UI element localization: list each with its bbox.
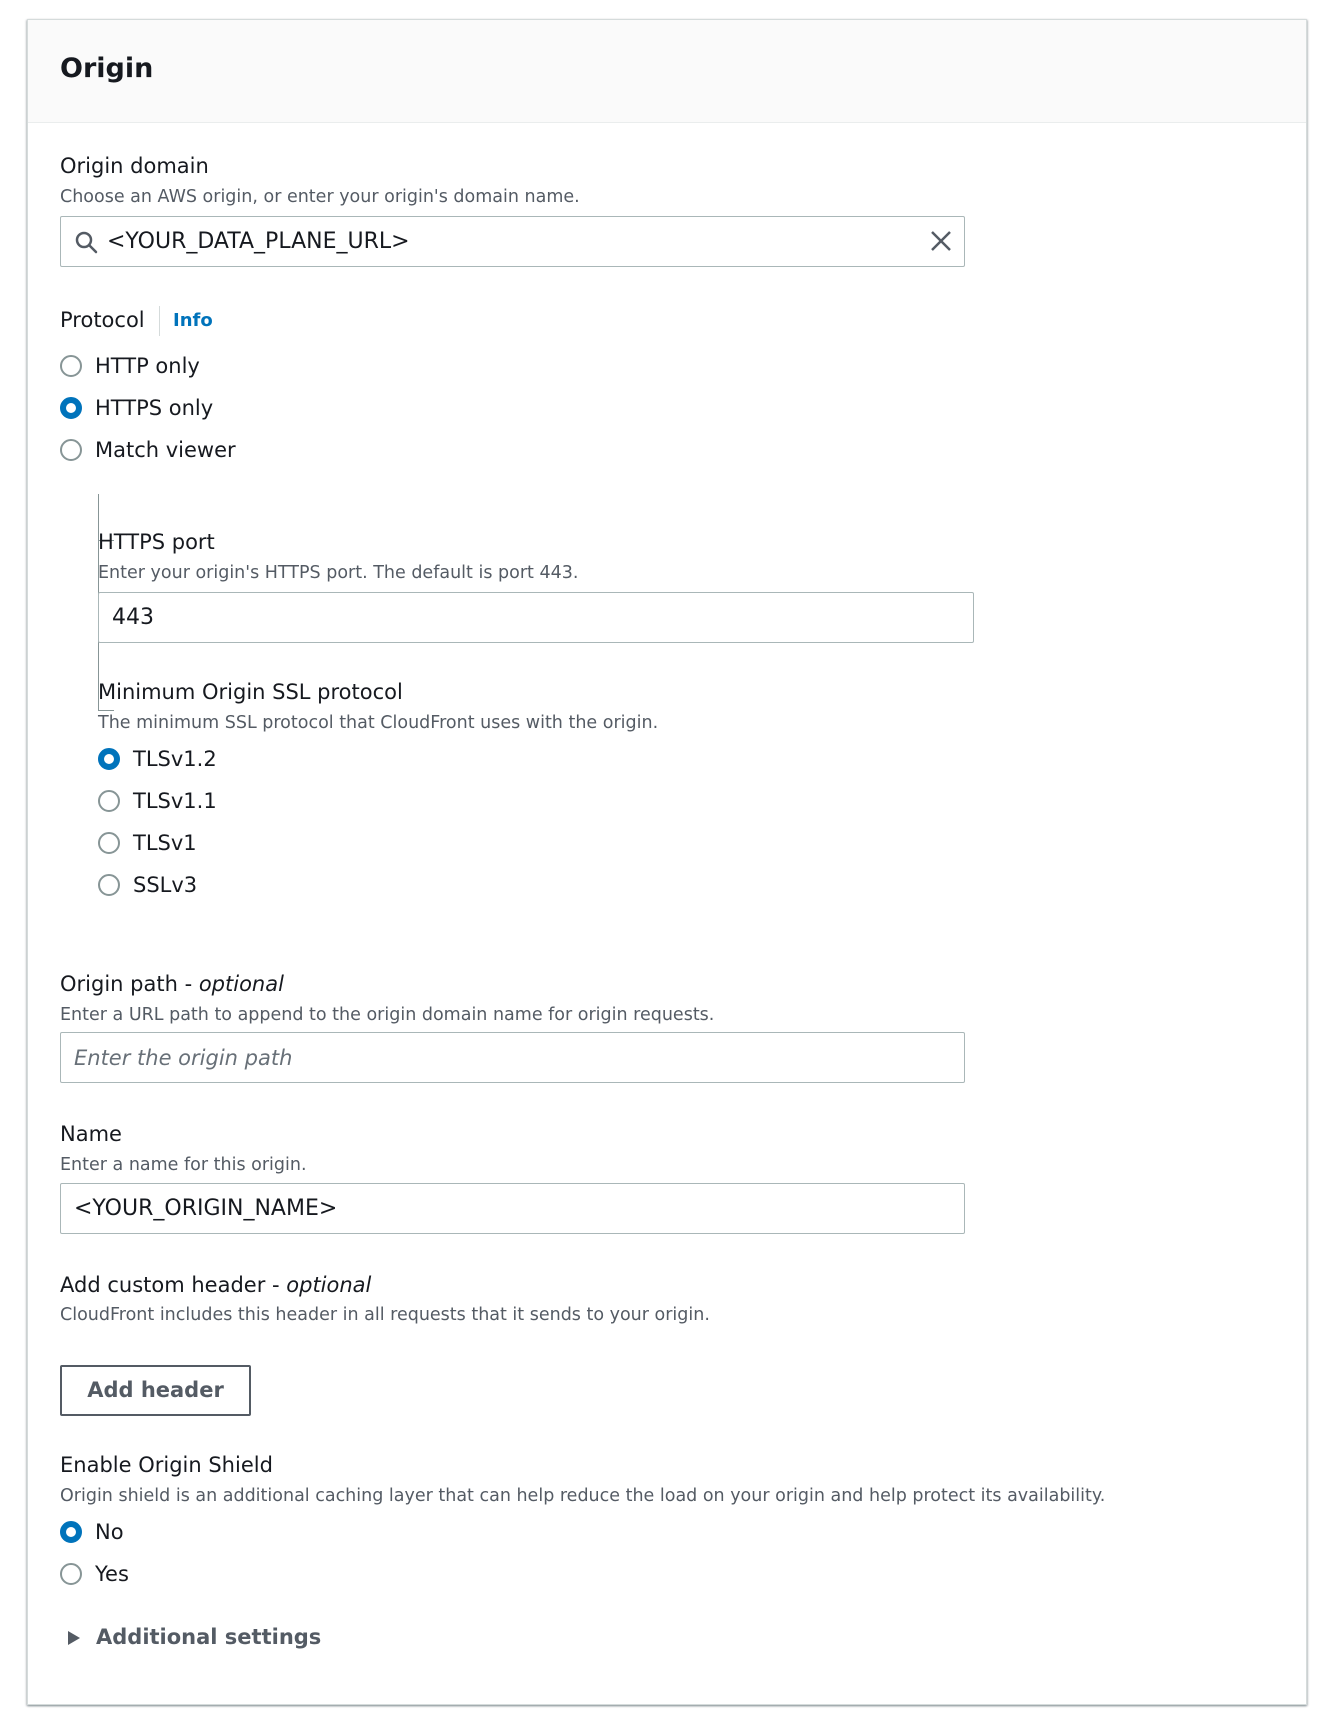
radio-label-tlsv1: TLSv1	[133, 831, 197, 855]
origin-shield-description: Origin shield is an additional caching layer that can help reduce the load on your origin and help protect its availability.	[60, 1486, 1106, 1506]
search-icon	[74, 230, 98, 258]
radio-tlsv1-2[interactable]	[98, 748, 120, 770]
origin-domain-input[interactable]	[60, 216, 965, 267]
radio-label-sslv3: SSLv3	[133, 873, 198, 897]
min-ssl-label: Minimum Origin SSL protocol	[98, 680, 403, 704]
https-port-value: 443	[112, 605, 154, 630]
origin-domain-label: Origin domain	[60, 154, 209, 178]
radio-label-tlsv1-2: TLSv1.2	[133, 747, 217, 771]
radio-label-https-only: HTTPS only	[95, 396, 214, 420]
add-header-button[interactable]: Add header	[60, 1365, 251, 1416]
origin-path-description: Enter a URL path to append to the origin domain name for origin requests.	[60, 1005, 715, 1025]
protocol-info-link[interactable]: Info	[173, 310, 213, 331]
protocol-label: Protocol	[60, 308, 145, 332]
clear-icon[interactable]	[929, 229, 953, 257]
https-port-description: Enter your origin's HTTPS port. The default is port 443.	[98, 563, 579, 583]
radio-label-match-viewer: Match viewer	[95, 438, 236, 462]
custom-header-label: Add custom header - optional	[60, 1273, 372, 1297]
origin-domain-description: Choose an AWS origin, or enter your origin's domain name.	[60, 187, 580, 207]
min-ssl-description: The minimum SSL protocol that CloudFront uses with the origin.	[98, 713, 659, 733]
https-port-label: HTTPS port	[98, 530, 215, 554]
custom-header-description: CloudFront includes this header in all requests that it sends to your origin.	[60, 1305, 710, 1325]
panel-title: Origin	[60, 53, 154, 84]
origin-panel	[27, 19, 1307, 1705]
info-separator	[159, 306, 160, 336]
origin-path-placeholder: Enter the origin path	[74, 1046, 293, 1070]
name-label: Name	[60, 1122, 122, 1146]
radio-tlsv1-1[interactable]	[98, 790, 120, 812]
name-value: <YOUR_ORIGIN_NAME>	[74, 1196, 338, 1221]
radio-match-viewer[interactable]	[60, 439, 82, 461]
radio-shield-no[interactable]	[60, 1521, 82, 1543]
radio-label-http-only: HTTP only	[95, 354, 200, 378]
additional-settings-toggle[interactable]: Additional settings	[96, 1625, 322, 1649]
https-port-input[interactable]	[98, 592, 974, 643]
origin-shield-label: Enable Origin Shield	[60, 1453, 273, 1477]
panel-header	[28, 20, 1306, 123]
origin-path-input[interactable]	[60, 1032, 965, 1083]
radio-http-only[interactable]	[60, 355, 82, 377]
name-input[interactable]	[60, 1183, 965, 1234]
radio-https-only[interactable]	[60, 397, 82, 419]
radio-label-tlsv1-1: TLSv1.1	[133, 789, 217, 813]
origin-domain-value: <YOUR_DATA_PLANE_URL>	[107, 229, 410, 254]
radio-sslv3[interactable]	[98, 874, 120, 896]
name-description: Enter a name for this origin.	[60, 1155, 307, 1175]
expand-caret-icon[interactable]	[66, 1629, 82, 1651]
radio-tlsv1[interactable]	[98, 832, 120, 854]
radio-shield-yes[interactable]	[60, 1563, 82, 1585]
radio-label-shield-no: No	[95, 1520, 124, 1544]
radio-label-shield-yes: Yes	[95, 1562, 129, 1586]
origin-path-label: Origin path - optional	[60, 972, 284, 996]
